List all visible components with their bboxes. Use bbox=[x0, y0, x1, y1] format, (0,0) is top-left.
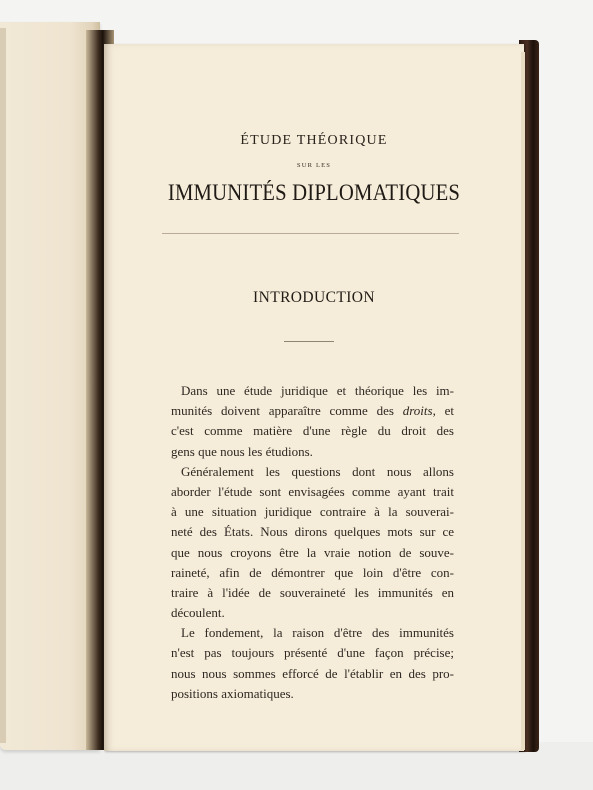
text-line: à une situation juridique contraire à la souverai- bbox=[171, 504, 454, 520]
italic-word: droits bbox=[402, 403, 433, 419]
text-span: munités doivent apparaître comme des bbox=[171, 403, 403, 419]
text-line: gens que nous les étudions. bbox=[171, 443, 313, 459]
text-line: neté des États. Nous dirons quelques mots sur ce bbox=[171, 524, 454, 540]
text-line: aborder l'étude sont envisagées comme ayant trait bbox=[171, 483, 454, 499]
left-page-edge bbox=[0, 28, 6, 743]
paragraph bbox=[171, 623, 454, 704]
paragraph bbox=[171, 381, 454, 462]
paragraph bbox=[171, 462, 454, 624]
text-line: Dans une étude juridique et théorique les im- bbox=[181, 383, 454, 398]
body-text bbox=[171, 381, 454, 704]
text-line: c'est comme matière d'une règle du droit des bbox=[171, 423, 454, 439]
text-line: découlent. bbox=[171, 605, 225, 621]
left-page bbox=[0, 22, 100, 750]
title-divider bbox=[162, 233, 459, 234]
section-heading: INTRODUCTION bbox=[253, 289, 375, 306]
text-line: Généralement les questions dont nous allons bbox=[181, 463, 454, 479]
text-line bbox=[171, 401, 454, 421]
text-line: traire à l'idée de souveraineté les immunités en bbox=[171, 584, 454, 600]
title-line-2: SUR LES bbox=[296, 162, 332, 169]
title-line-1: ÉTUDE THÉORIQUE bbox=[240, 133, 388, 148]
text-line: raineté, afin de démontrer que loin d'être con- bbox=[171, 564, 454, 580]
text-line: Le fondement, la raison d'être des immunités bbox=[181, 625, 454, 641]
right-page-edge bbox=[521, 52, 525, 750]
text-line: positions axiomatiques. bbox=[171, 685, 294, 701]
text-span: , et bbox=[432, 403, 454, 419]
page-title: IMMUNITÉS DIPLOMATIQUES bbox=[167, 180, 461, 205]
text-line: que nous croyons être la vraie notion de souve- bbox=[171, 544, 454, 560]
section-divider bbox=[284, 341, 334, 342]
text-line: n'est pas toujours présenté d'une façon précise; bbox=[171, 645, 454, 661]
text-line: nous nous sommes efforcé de l'établir en des pro- bbox=[171, 665, 454, 681]
